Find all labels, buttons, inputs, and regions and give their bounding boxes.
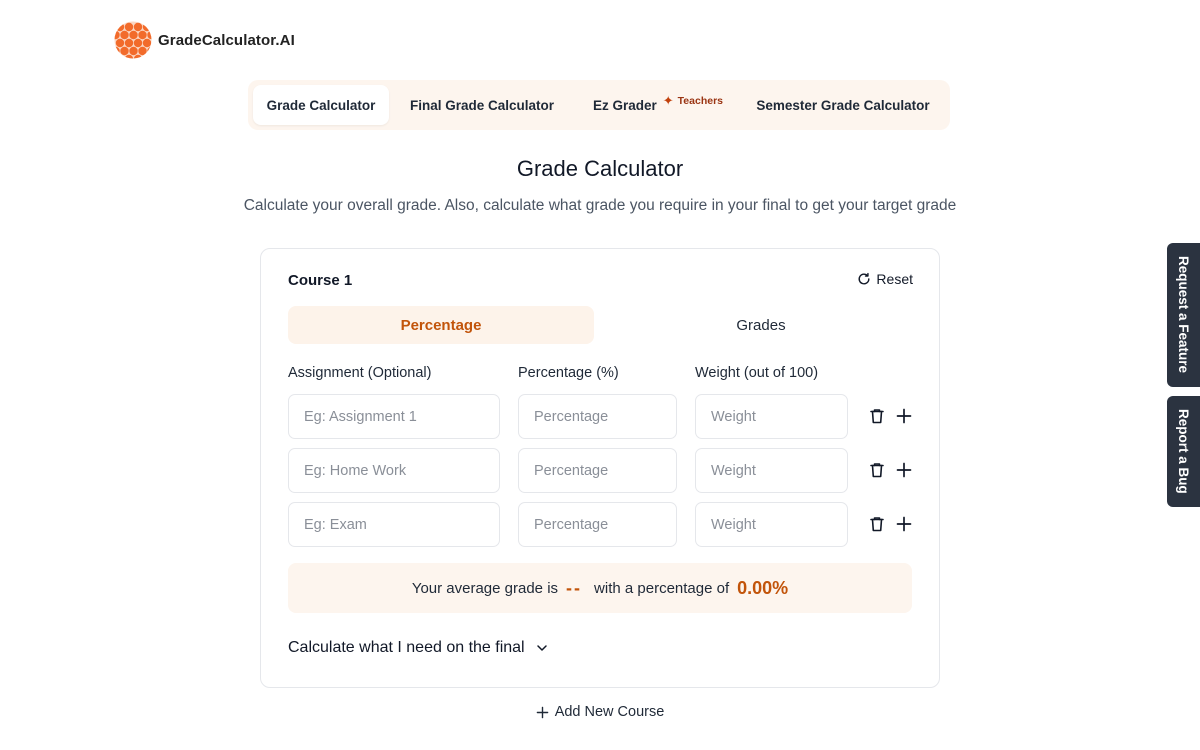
average-percentage-value: 0.00% [737, 577, 789, 598]
main-nav [248, 80, 950, 130]
add-new-course-label: Add New Course [554, 704, 665, 720]
reset-label: Reset [876, 271, 913, 287]
trash-icon[interactable] [868, 515, 886, 533]
page-subtitle: Calculate your overall grade. Also, calculate what grade you require in your final to get your target grade [243, 197, 957, 214]
teachers-badge: Teachers [677, 95, 724, 107]
mode-grades-tab[interactable]: Grades [736, 316, 786, 334]
final-calculator-label: Calculate what I need on the final [288, 639, 525, 656]
reset-button[interactable] [857, 271, 913, 287]
sparkle-icon: ✦ [662, 93, 674, 108]
logo[interactable] [114, 21, 295, 59]
mode-percentage-tab[interactable]: Percentage [288, 306, 594, 344]
weight-input[interactable] [695, 448, 848, 493]
trash-icon[interactable] [868, 407, 886, 425]
report-bug-label: Report a Bug [1176, 409, 1191, 494]
logo-text: GradeCalculator.AI [158, 31, 295, 49]
final-calculator-toggle[interactable] [288, 639, 549, 657]
page-title: Grade Calculator [516, 156, 684, 181]
report-bug-tab[interactable] [1167, 396, 1200, 507]
result-banner [288, 563, 912, 613]
weight-input[interactable] [695, 502, 848, 547]
average-grade-value: -- [566, 577, 583, 598]
course-card [260, 248, 940, 688]
add-new-course-button[interactable] [0, 704, 1200, 720]
assignment-name-input[interactable] [288, 448, 500, 493]
percentage-input[interactable] [518, 502, 677, 547]
result-middle: with a percentage of [594, 579, 730, 597]
assignment-name-input[interactable] [288, 394, 500, 439]
plus-icon [536, 706, 549, 719]
trash-icon[interactable] [868, 461, 886, 479]
request-feature-tab[interactable] [1167, 243, 1200, 387]
column-header-weight: Weight (out of 100) [695, 365, 819, 381]
chevron-down-icon [535, 641, 549, 655]
column-header-percentage: Percentage (%) [518, 365, 619, 381]
assignment-row [288, 448, 914, 493]
column-header-assignment: Assignment (Optional) [288, 365, 432, 381]
tab-grade-calculator[interactable]: Grade Calculator [253, 85, 389, 125]
assignment-row [288, 502, 914, 547]
add-row-icon[interactable] [895, 515, 913, 533]
mode-toggle [288, 306, 914, 344]
tab-ez-grader-label: Ez Grader [592, 97, 657, 113]
tab-ez-grader[interactable] [575, 85, 741, 125]
weight-input[interactable] [695, 394, 848, 439]
tab-final-grade-calculator[interactable]: Final Grade Calculator [409, 97, 555, 113]
tab-semester-grade-calculator[interactable]: Semester Grade Calculator [756, 97, 930, 113]
assignment-row [288, 394, 914, 439]
result-prefix: Your average grade is [411, 579, 559, 597]
reset-icon [857, 272, 871, 286]
percentage-input[interactable] [518, 394, 677, 439]
add-row-icon[interactable] [895, 407, 913, 425]
request-feature-label: Request a Feature [1176, 256, 1191, 374]
percentage-input[interactable] [518, 448, 677, 493]
course-title: Course 1 [288, 272, 353, 289]
logo-icon [114, 21, 152, 59]
add-row-icon[interactable] [895, 461, 913, 479]
assignment-name-input[interactable] [288, 502, 500, 547]
